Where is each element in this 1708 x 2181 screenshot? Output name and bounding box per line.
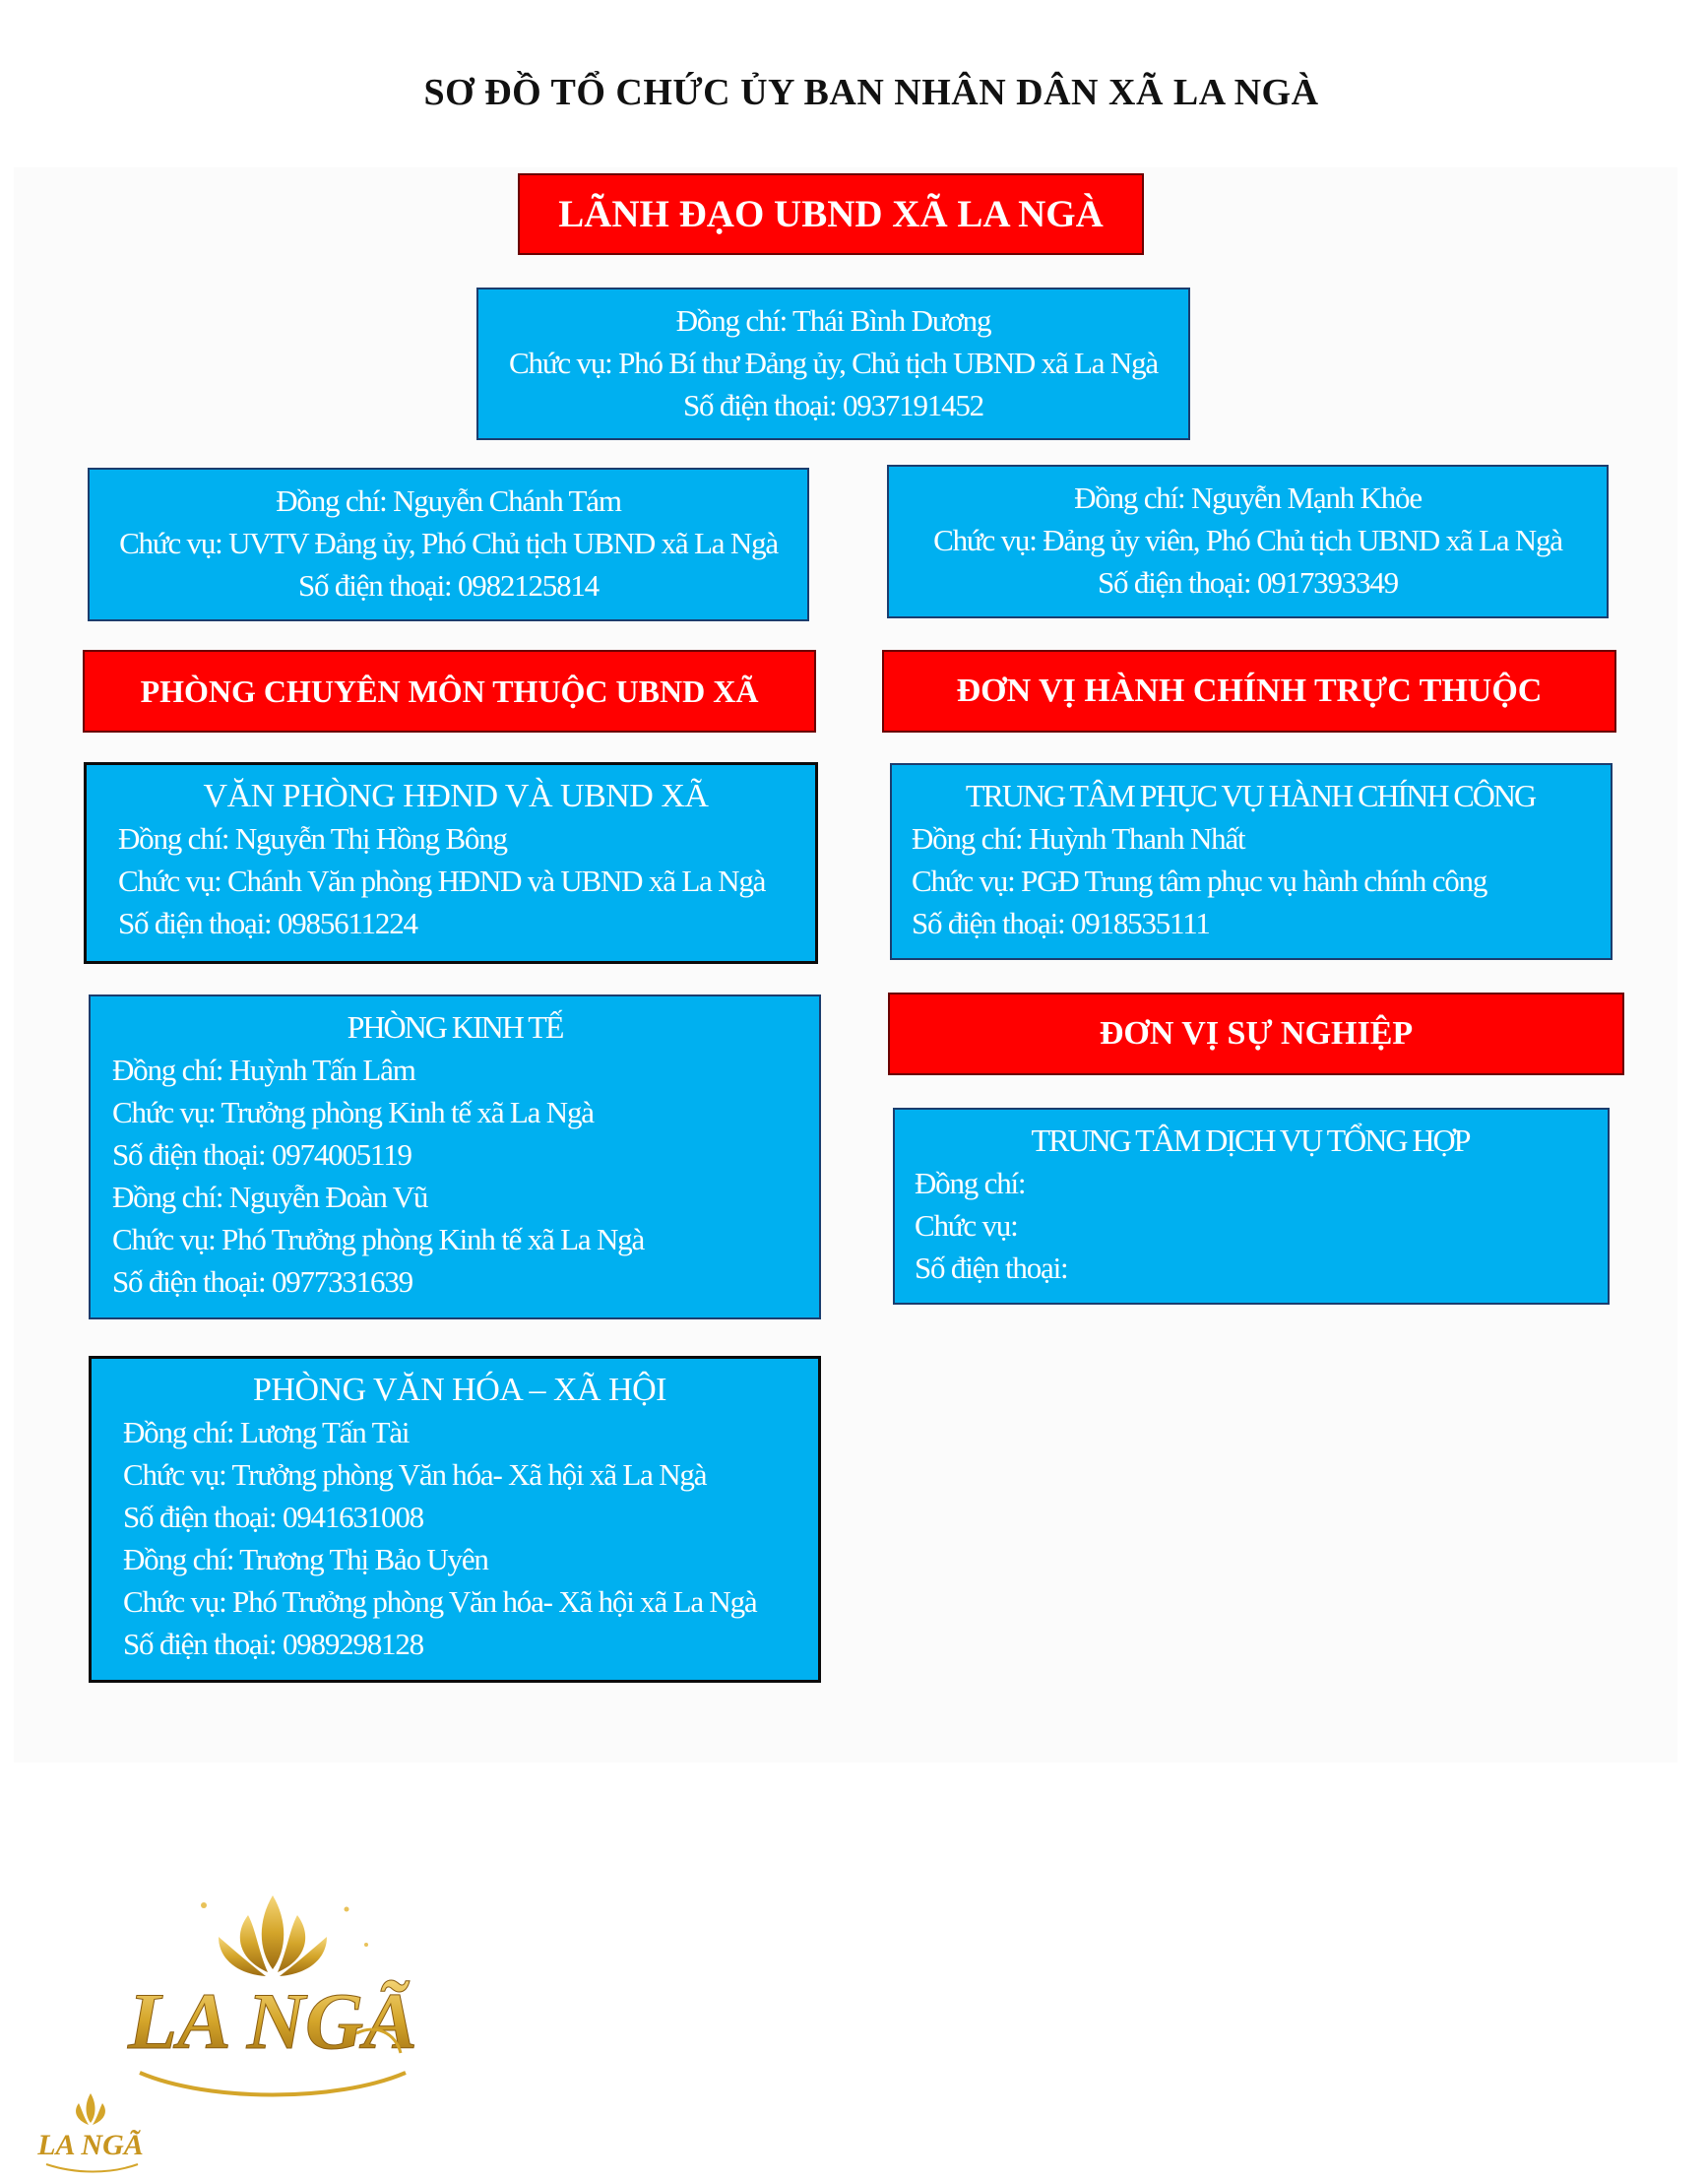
general-center-phone: Số điện thoại: <box>915 1251 1068 1285</box>
vice-chairman-position: Chức vụ: UVTV Đảng ủy, Phó Chủ tịch UBND xã La Ngà <box>119 526 778 560</box>
vice-chairman-phone: Số điện thoại: 0982125814 <box>298 568 599 603</box>
departments-header: PHÒNG CHUYÊN MÔN THUỘC UBND XÃ <box>83 650 816 733</box>
economy-line: Chức vụ: Phó Trưởng phòng Kinh tế xã La Ngà <box>112 1222 645 1256</box>
general-center-box <box>893 1108 1610 1305</box>
vice-chairman-phone: Số điện thoại: 0917393349 <box>1098 565 1398 600</box>
economy-box <box>89 994 821 1319</box>
economy-line: Đồng chí: Huỳnh Tấn Lâm <box>112 1053 415 1087</box>
public-units-header: ĐƠN VỊ SỰ NGHIỆP <box>888 993 1624 1075</box>
culture-line: Số điện thoại: 0989298128 <box>123 1627 423 1661</box>
vice-chairman-box-left <box>88 468 809 621</box>
vice-chairman-name: Đồng chí: Nguyễn Mạnh Khỏe <box>1074 481 1422 515</box>
office-title: VĂN PHÒNG HĐND VÀ UBND XÃ <box>203 778 709 814</box>
general-center-title: TRUNG TÂM DỊCH VỤ TỔNG HỢP <box>1031 1123 1470 1158</box>
svg-text:LA NGÃ: LA NGÃ <box>37 2129 144 2161</box>
chairman-phone: Số điện thoại: 0937191452 <box>683 388 983 422</box>
general-center-name: Đồng chí: <box>915 1166 1026 1200</box>
economy-line: Số điện thoại: 0977331639 <box>112 1264 412 1299</box>
culture-line: Đồng chí: Trương Thị Bảo Uyên <box>123 1542 488 1576</box>
culture-box <box>89 1356 821 1683</box>
la-nga-logo-small <box>32 2087 150 2176</box>
culture-line: Chức vụ: Trưởng phòng Văn hóa- Xã hội xã La Ngà <box>123 1457 707 1492</box>
la-nga-logo <box>110 1876 435 2112</box>
svg-text:LA NGÃ: LA NGÃ <box>128 1976 417 2066</box>
office-name: Đồng chí: Nguyễn Thị Hồng Bông <box>118 821 507 856</box>
lotus-icon <box>201 1895 368 1976</box>
culture-line: Số điện thoại: 0941631008 <box>123 1500 423 1534</box>
service-center-name: Đồng chí: Huỳnh Thanh Nhất <box>912 821 1245 856</box>
vice-chairman-name: Đồng chí: Nguyễn Chánh Tám <box>276 483 621 518</box>
page-title: SƠ ĐỒ TỔ CHỨC ỦY BAN NHÂN DÂN XÃ LA NGÀ <box>423 72 1319 113</box>
service-center-position: Chức vụ: PGĐ Trung tâm phục vụ hành chính công <box>912 864 1487 898</box>
lotus-icon <box>76 2093 105 2125</box>
chairman-box <box>476 288 1190 440</box>
leadership-header: LÃNH ĐẠO UBND XÃ LA NGÀ <box>518 173 1144 255</box>
culture-line: Chức vụ: Phó Trưởng phòng Văn hóa- Xã hội xã La Ngà <box>123 1584 757 1619</box>
culture-title: PHÒNG VĂN HÓA – XÃ HỘI <box>253 1372 666 1408</box>
chairman-position: Chức vụ: Phó Bí thư Đảng ủy, Chủ tịch UBND xã La Ngà <box>509 346 1158 380</box>
culture-line: Đồng chí: Lương Tấn Tài <box>123 1415 410 1449</box>
economy-line: Số điện thoại: 0974005119 <box>112 1137 411 1172</box>
economy-title: PHÒNG KINH TẾ <box>347 1009 563 1045</box>
admin-units-header: ĐƠN VỊ HÀNH CHÍNH TRỰC THUỘC <box>882 650 1616 733</box>
office-position: Chức vụ: Chánh Văn phòng HĐND và UBND xã La Ngà <box>118 864 766 898</box>
service-center-phone: Số điện thoại: 0918535111 <box>912 906 1210 940</box>
general-center-position: Chức vụ: <box>915 1208 1018 1243</box>
vice-chairman-box-right <box>887 465 1609 618</box>
chairman-name: Đồng chí: Thái Bình Dương <box>675 303 991 338</box>
service-center-title: TRUNG TÂM PHỤC VỤ HÀNH CHÍNH CÔNG <box>965 778 1536 813</box>
economy-line: Chức vụ: Trưởng phòng Kinh tế xã La Ngà <box>112 1095 594 1129</box>
office-phone: Số điện thoại: 0985611224 <box>118 906 417 940</box>
service-center-box <box>890 763 1613 960</box>
vice-chairman-position: Chức vụ: Đảng ủy viên, Phó Chủ tịch UBND xã La Ngà <box>933 523 1562 557</box>
office-box <box>84 762 818 964</box>
economy-line: Đồng chí: Nguyễn Đoàn Vũ <box>112 1180 428 1214</box>
